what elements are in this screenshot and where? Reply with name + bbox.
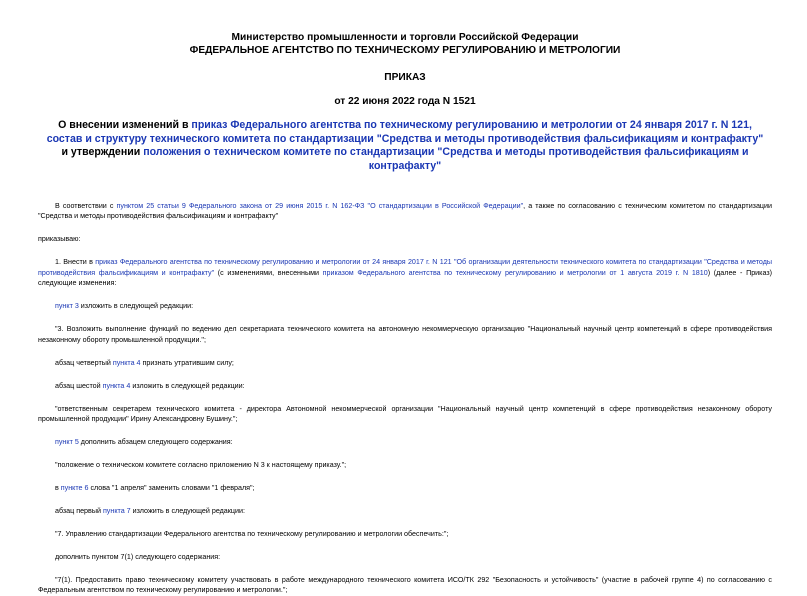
clause-link[interactable]: пункт 3 xyxy=(55,302,79,311)
paragraph: "7. Управлению стандартизации Федерального агентства по техническому регулированию и метрологии обеспечить:"; xyxy=(55,530,449,539)
ministry-name: Министерство промышленности и торговли Российской Федерации xyxy=(231,32,579,43)
paragraph: "ответственным секретарем технического комитета - директора Автономной некоммерческой организации "Национальный научный центр компетенций в сфере противодействия незаконному обороту промышленной продукции" Ирину Александровну Бушину."; xyxy=(38,404,772,424)
text: абзац первый xyxy=(55,507,103,516)
paragraph xyxy=(38,301,772,311)
clause-link[interactable]: пункта 7 xyxy=(102,507,131,516)
paragraph: "7(1). Предоставить право техническому комитету участвовать в работе международного технического комитета ИСО/ТК 292 "Безопасность и устойчивость" (участие в рабочей группе 4) по согласованию с Федеральным агентством по техническому регулированию и метрологии."; xyxy=(38,576,772,595)
text: дополнить абзацем следующего содержания: xyxy=(78,438,233,447)
title-link-order[interactable]: приказ Федерального агентства по техническому регулированию и метрологии от 24 января 2017 г. N 121, состав и структуру технического комитета по стандартизации "Средства и методы противодействия фальсификациям и контрафакту" xyxy=(46,119,764,145)
paragraph xyxy=(38,506,772,516)
title-link-regulation[interactable]: положения о техническом комитете по стандартизации "Средства и методы противодействия фальсификациям и контрафакту" xyxy=(143,146,749,172)
text: В соответствии с xyxy=(55,202,117,210)
law-link[interactable]: пунктом 25 статьи 9 Федерального закона от 29 июня 2015 г. N 162-ФЗ "О стандартизации в Российской Федерации" xyxy=(116,202,524,210)
paragraph xyxy=(38,201,772,222)
agency-name: ФЕДЕРАЛЬНОЕ АГЕНТСТВО ПО ТЕХНИЧЕСКОМУ РЕГУЛИРОВАНИЮ И МЕТРОЛОГИИ xyxy=(189,45,621,56)
text: , а также по согласованию с техническим комитетом по стандартизации "Средства и методы противодействия фальсификациям и контрафакту" xyxy=(38,202,772,221)
paragraph: "положение о техническом комитете согласно приложению N 3 к настоящему приказу."; xyxy=(55,461,347,470)
text: признать утратившим силу; xyxy=(140,358,234,367)
text: ) (далее - Приказ) следующие изменения: xyxy=(38,268,772,288)
title-text: О внесении изменений в xyxy=(58,119,192,131)
paragraph xyxy=(38,437,772,447)
paragraph xyxy=(38,257,772,288)
text: слова "1 апреля" заменить словами "1 февраля"; xyxy=(88,484,255,493)
document-date: от 22 июня 2022 года N 1521 xyxy=(334,96,476,107)
text: абзац четвертый xyxy=(55,358,113,367)
clause-link[interactable]: пункт 5 xyxy=(55,438,79,447)
text: (с изменениями, внесенными xyxy=(214,268,323,277)
clause-link[interactable]: пункта 4 xyxy=(102,381,131,390)
document-type: ПРИКАЗ xyxy=(384,72,426,83)
title-text: и утверждении xyxy=(61,146,144,158)
paragraph xyxy=(38,483,772,493)
paragraph xyxy=(38,358,772,368)
text: 1. Внести в xyxy=(55,258,96,267)
order-link[interactable]: приказ Федерального агентства по техническому регулированию и метрологии от 24 января 2017 г. N 121 "Об организации деятельности технического комитета по стандартизации "Средства и методы противодействия фальсификациям и контрафакту" xyxy=(38,258,772,277)
text: изложить в следующей редакции: xyxy=(130,381,245,390)
text: абзац шестой xyxy=(55,381,103,390)
paragraph: приказываю: xyxy=(38,235,81,244)
text: изложить в следующей редакции: xyxy=(78,302,194,311)
paragraph xyxy=(38,381,772,391)
text: в xyxy=(55,484,61,493)
text: изложить в следующей редакции: xyxy=(130,507,245,516)
clause-link[interactable]: пункте 6 xyxy=(60,484,89,493)
clause-link[interactable]: пункта 4 xyxy=(112,358,141,367)
document-body xyxy=(38,201,772,596)
document-title xyxy=(38,119,772,173)
paragraph: "3. Возложить выполнение функций по ведению дел секретариата технического комитета на автономную некоммерческую организацию "Национальный научный центр компетенций в сфере противодействия незаконному обороту промышленной продукции."; xyxy=(38,325,772,344)
amendment-link[interactable]: приказом Федерального агентства по техническому регулированию и метрологии от 1 августа 2019 г. N 1810 xyxy=(322,268,708,277)
paragraph: дополнить пунктом 7(1) следующего содержания: xyxy=(55,553,221,562)
